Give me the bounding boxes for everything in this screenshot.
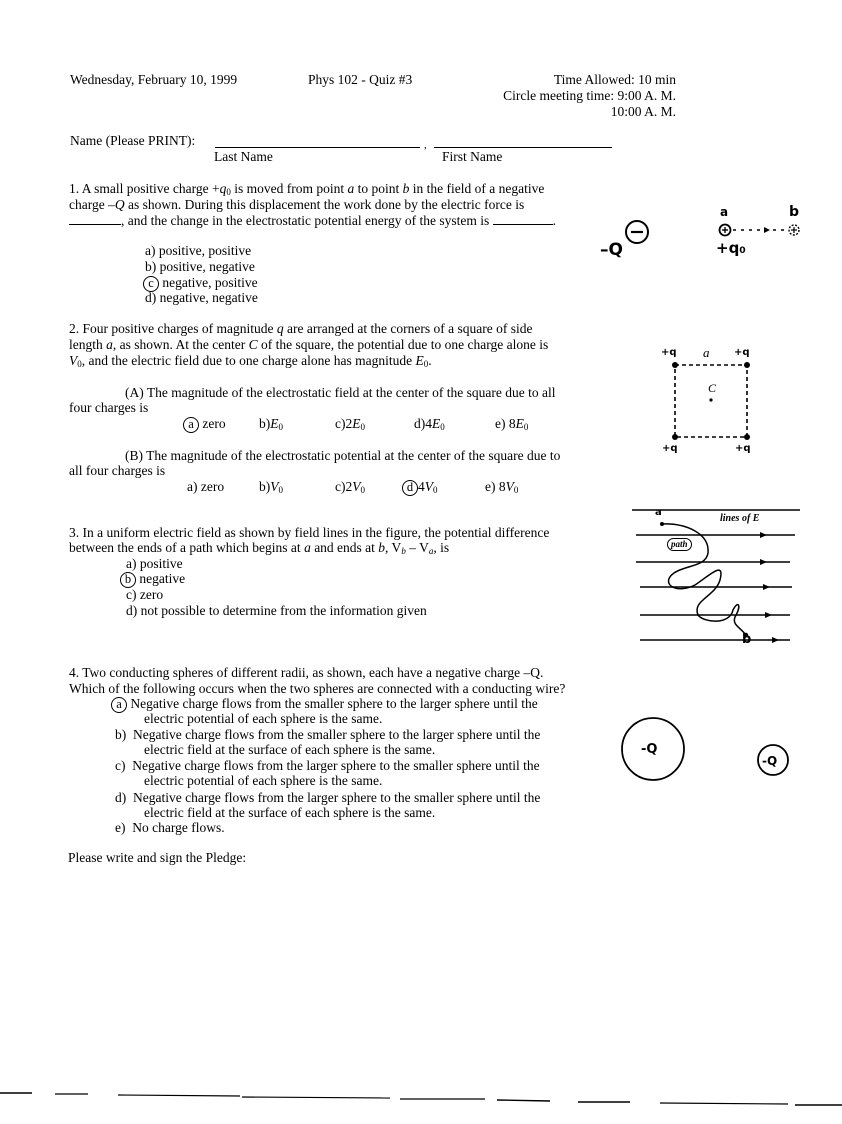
field-lines-label: lines of E <box>720 513 760 524</box>
q2a-option-b[interactable]: $b)E_0$ <box>259 416 283 432</box>
q2a-text-line1: (A) The magnitude of the electrostatic field at the center of the square due to all <box>125 385 556 400</box>
q2b-option-d-selected[interactable]: d $4V_0$ <box>402 479 438 496</box>
q2-text-line3: $V_0$, and the electric field due to one charge alone has magnitude $E_0$. <box>69 353 432 369</box>
q4-option-c[interactable]: c) Negative charge flows from the larger sphere to the smaller sphere until the <box>115 758 540 773</box>
q2a-text-line2: four charges is <box>69 400 149 415</box>
answer-circle-mark: c <box>143 276 159 292</box>
time-allowed: Time Allowed: 10 min <box>553 72 676 87</box>
uniform-field-path-diagram-icon <box>630 505 810 655</box>
q1-blank-work[interactable] <box>69 213 121 225</box>
q1-option-c-selected[interactable]: c negative, positive <box>143 275 258 292</box>
q4-option-e[interactable]: e) No charge flows. <box>115 820 225 835</box>
corner-charge-label-tr: +q <box>734 347 750 358</box>
q1-text-line2: charge –Q as shown. During this displacement the work done by the electric force is <box>69 197 525 212</box>
q4-option-b-cont: electric field at the surface of each sphere is the same. <box>144 742 436 757</box>
q3-option-c[interactable]: c) zero <box>126 587 164 602</box>
course-title: Phys 102 - Quiz #3 <box>308 72 413 87</box>
q1-blank-energy[interactable] <box>493 213 553 225</box>
negative-source-charge-icon <box>620 215 660 255</box>
scan-edge-line-decoration <box>0 1085 842 1115</box>
meeting-time-option-9am[interactable]: Circle meeting time: 9:00 A. M. <box>503 88 676 103</box>
q2b-option-a[interactable]: a) zero <box>187 479 225 494</box>
q1-text-line3: , and the change in the electrostatic potential energy of the system is . <box>69 213 556 229</box>
q2b-option-e[interactable]: e) $8V_0$ <box>485 479 519 495</box>
first-name-input[interactable] <box>434 134 612 148</box>
corner-charge-label-tl: +q <box>661 347 677 358</box>
test-charge-label: +q₀ <box>716 239 746 257</box>
last-name-caption: Last Name <box>214 149 273 164</box>
side-length-label: a <box>703 345 710 360</box>
q3-point-a-label: a <box>655 507 662 518</box>
q4-option-c-cont: electric potential of each sphere is the same. <box>144 773 383 788</box>
path-label: path <box>667 538 692 551</box>
q1-option-d[interactable]: d) negative, negative <box>145 290 258 305</box>
q2b-option-c[interactable]: $c)2V_0$ <box>335 479 365 495</box>
q1-text-line1: 1. A small positive charge $+q_0$ is moved from point a to point b in the field of a negative <box>69 181 545 197</box>
q4-text-line2: Which of the following occurs when the two spheres are connected with a conducting wire? <box>69 681 566 696</box>
q4-option-d-cont: electric field at the surface of each sphere is the same. <box>144 805 436 820</box>
q3-point-b-label: b <box>742 632 752 647</box>
q2a-option-c[interactable]: $c)2E_0$ <box>335 416 365 432</box>
q4-option-d[interactable]: d) Negative charge flows from the larger sphere to the smaller sphere until the <box>115 790 541 805</box>
source-charge-label: –Q <box>600 240 623 260</box>
q4-option-a-cont: electric potential of each sphere is the same. <box>144 711 383 726</box>
q2-text-line1: 2. Four positive charges of magnitude q are arranged at the corners of a square of side <box>69 321 533 336</box>
point-b-label: b <box>789 204 800 220</box>
q2b-text-line2: all four charges is <box>69 463 166 478</box>
q4-option-b[interactable]: b) Negative charge flows from the smaller sphere to the larger sphere until the <box>115 727 541 742</box>
q2-text-line2: length a, as shown. At the center C of the square, the potential due to one charge alone is <box>69 337 549 352</box>
first-name-caption: First Name <box>442 149 503 164</box>
q2a-option-e[interactable]: e) $8E_0$ <box>495 416 529 432</box>
meeting-time-option-10am[interactable]: 10:00 A. M. <box>610 104 676 119</box>
q3-option-a[interactable]: a) positive <box>126 556 183 571</box>
q1-option-b[interactable]: b) positive, negative <box>145 259 255 274</box>
q1-option-a[interactable]: a) positive, positive <box>145 243 252 258</box>
q2a-option-d[interactable]: $d)4E_0$ <box>414 416 445 432</box>
q3-text-line2: between the ends of a path which begins at a and ends at b, $V_b - V_a$, is <box>69 540 450 556</box>
corner-charge-label-bl: +q <box>662 443 678 454</box>
last-name-input[interactable] <box>215 134 420 148</box>
large-sphere-label: -Q <box>641 742 658 757</box>
q4-text-line1: 4. Two conducting spheres of different radii, as shown, each have a negative charge –Q. <box>69 665 544 680</box>
pledge-label: Please write and sign the Pledge: <box>68 850 247 865</box>
q2b-option-b[interactable]: $b)V_0$ <box>259 479 283 495</box>
answer-circle-mark: b <box>120 572 136 588</box>
point-a-label: a <box>720 205 729 219</box>
q3-text-line1: 3. In a uniform electric field as shown by field lines in the figure, the potential difference <box>69 525 550 540</box>
pledge-input-area[interactable] <box>68 872 628 1052</box>
name-separator-comma: , <box>424 139 427 151</box>
small-sphere-label: -Q <box>762 754 778 768</box>
q4-option-a-selected[interactable]: a Negative charge flows from the smaller sphere to the larger sphere until the <box>111 696 538 713</box>
answer-circle-mark: a <box>111 697 127 713</box>
square-charges-diagram-icon <box>670 360 755 440</box>
name-field-label: Name (Please PRINT): <box>70 133 196 148</box>
q3-option-d[interactable]: d) not possible to determine from the information given <box>126 603 427 618</box>
q2a-option-a-selected[interactable]: a zero <box>183 416 226 433</box>
quiz-date: Wednesday, February 10, 1999 <box>70 72 238 87</box>
displacement-arrow-icon <box>716 220 816 240</box>
answer-circle-mark: d <box>402 480 418 496</box>
q2b-text-line1: (B) The magnitude of the electrostatic potential at the center of the square due to <box>125 448 561 463</box>
corner-charge-label-br: +q <box>735 443 751 454</box>
center-label: C <box>708 381 717 395</box>
q3-option-b-selected[interactable]: b negative <box>120 571 185 588</box>
answer-circle-mark: a <box>183 417 199 433</box>
